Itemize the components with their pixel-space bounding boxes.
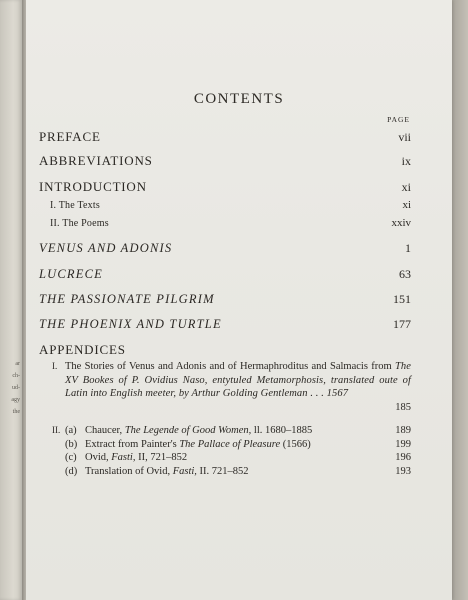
toc-entry-label: THE PASSIONATE PILGRIM xyxy=(39,292,215,306)
toc-entry-label: ABBREVIATIONS xyxy=(39,153,153,168)
toc-entry-label: VENUS AND ADONIS xyxy=(39,241,173,255)
toc-entry-page: ix xyxy=(401,154,411,168)
toc-entry-label: PREFACE xyxy=(39,129,101,144)
toc-entry-venus-and-adonis xyxy=(39,241,411,256)
toc-entry-page: 63 xyxy=(399,267,411,281)
toc-entry-introduction xyxy=(39,179,411,195)
appendix-subitem xyxy=(65,438,411,452)
toc-entry-page: 151 xyxy=(393,292,411,306)
toc-entry-page: xi xyxy=(401,180,411,194)
subitem-page: 199 xyxy=(395,438,411,450)
page-title: CONTENTS xyxy=(193,91,285,107)
toc-entry-page: xxiv xyxy=(391,217,411,229)
toc-entry-preface xyxy=(39,129,411,145)
subitem-key: (c) xyxy=(65,452,77,464)
toc-entry-abbreviations xyxy=(39,153,411,169)
appendix-subitem xyxy=(65,424,411,438)
appendix-numeral: I. xyxy=(52,361,58,371)
toc-entry-label: THE PHOENIX AND TURTLE xyxy=(39,317,222,331)
subitem-italic: Fasti, xyxy=(172,465,197,477)
margin-fragment: ch- xyxy=(12,373,20,379)
toc-entry-label: II. The Poems xyxy=(50,218,109,229)
appendix-item-2 xyxy=(52,424,411,478)
appendix-subitem xyxy=(65,465,411,479)
toc-subentry-texts xyxy=(50,199,411,211)
subitem-key: (d) xyxy=(65,465,78,477)
appendix-text-italic: The XV Bookes of P. Ovidius Naso, entytuled Metamorphosis, translated oute of Latin into English meeter, by Arthur Golding Gentleman . . . 1567 xyxy=(65,361,411,400)
subitem-key: (b) xyxy=(65,438,78,450)
toc-entry-label: I. The Texts xyxy=(50,200,100,211)
appendix-item-text xyxy=(65,360,411,401)
appendices-heading: APPENDICES xyxy=(39,342,126,357)
appendix-page-line xyxy=(65,401,411,415)
page-edge-stack xyxy=(452,0,468,600)
subitem-post: ll. 1680–1885 xyxy=(253,425,313,436)
toc-entry-page: 177 xyxy=(393,317,411,331)
subitem-pre: Chaucer, xyxy=(85,425,123,436)
subitem-pre: Translation of Ovid, xyxy=(85,465,171,477)
appendix-item-1 xyxy=(52,360,411,414)
toc-entry-phoenix-and-turtle xyxy=(39,317,411,332)
toc-entry-page: xi xyxy=(402,199,411,211)
contents-page xyxy=(26,0,452,600)
appendix-numeral: II. xyxy=(52,425,61,435)
toc-entry-page: vii xyxy=(398,130,411,144)
margin-fragment: agy xyxy=(11,397,20,403)
toc-entry-page: 1 xyxy=(405,241,411,255)
previous-page-edge xyxy=(0,0,22,600)
subitem-pre: Ovid, xyxy=(85,452,109,464)
subitem-key: (a) xyxy=(65,425,77,436)
page-column-header: PAGE xyxy=(387,115,410,124)
subitem-post: (1566) xyxy=(282,438,311,450)
subitem-pre: Extract from Painter's xyxy=(85,438,177,450)
toc-entry-lucrece xyxy=(39,267,411,282)
toc-subentry-poems xyxy=(50,217,411,229)
subitem-italic: Fasti, xyxy=(111,452,136,464)
toc-entry-label: INTRODUCTION xyxy=(39,179,147,194)
subitem-page: 193 xyxy=(395,465,411,477)
appendix-page: 185 xyxy=(395,401,411,413)
subitem-post: II. 721–852 xyxy=(199,465,249,477)
subitem-italic: The Pallace of Pleasure xyxy=(179,438,281,450)
toc-entry-passionate-pilgrim xyxy=(39,292,411,307)
margin-fragment: ud- xyxy=(12,385,20,391)
subitem-page: 189 xyxy=(395,425,411,436)
subitem-post: II, 721–852 xyxy=(138,452,188,464)
appendix-text-plain: The Stories of Venus and Adonis and of Hermaphroditus and Salmacis from xyxy=(65,361,392,372)
subitem-page: 196 xyxy=(395,452,411,464)
appendix-subitem xyxy=(65,451,411,465)
margin-fragment: the xyxy=(12,409,20,415)
toc-entry-label: LUCRECE xyxy=(39,267,103,281)
subitem-italic: The Legende of Good Women, xyxy=(124,425,252,436)
margin-fragment: ar xyxy=(15,361,20,367)
